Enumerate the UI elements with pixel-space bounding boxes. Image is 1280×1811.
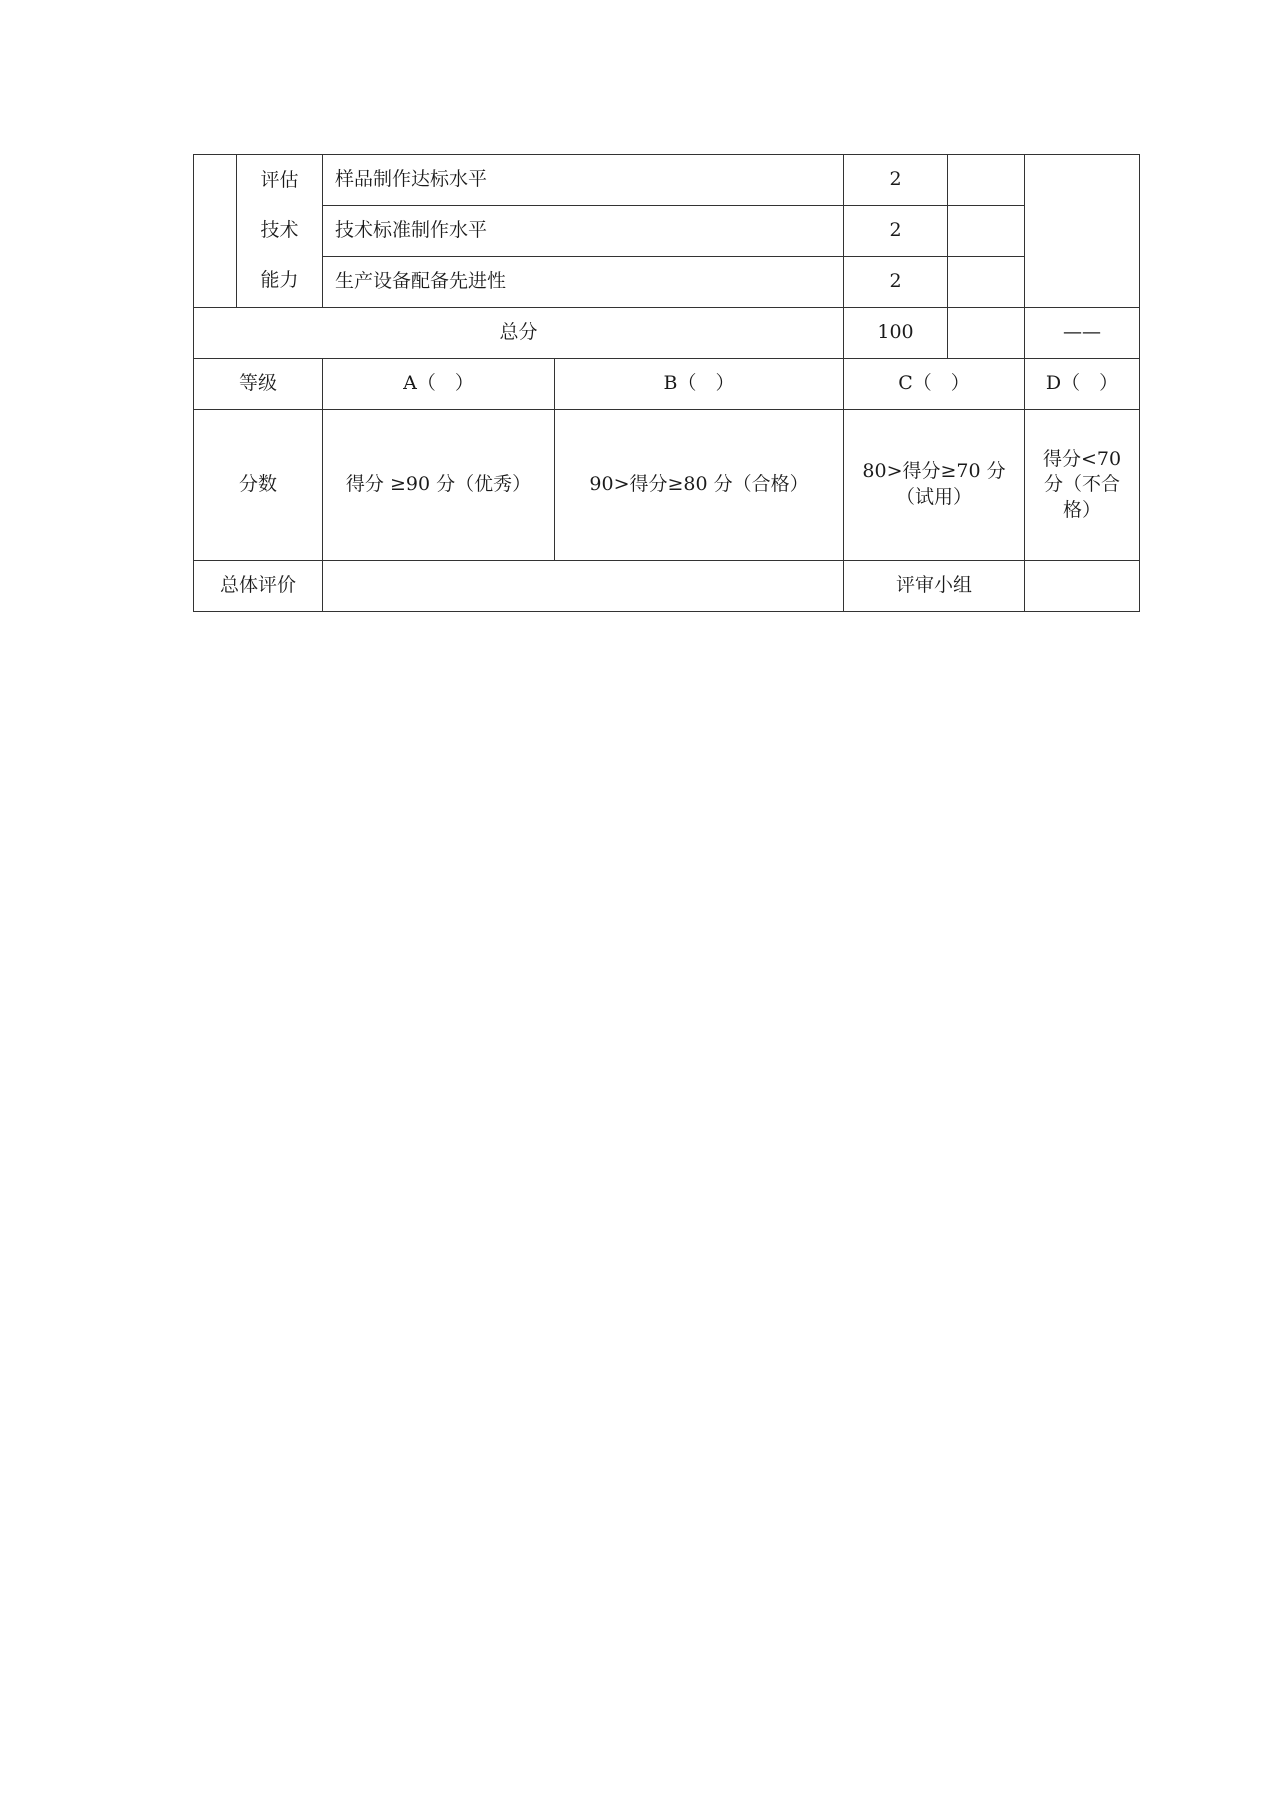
review-panel-label: 评审小组 — [844, 561, 1025, 612]
item-row — [194, 155, 1140, 206]
category-line-3: 能力 — [260, 269, 299, 292]
grade-row — [194, 359, 1140, 410]
grade-b: B（ ） — [555, 359, 844, 410]
remark-cell — [1025, 155, 1140, 308]
score-range-label: 分数 — [194, 410, 323, 561]
category-cell — [237, 155, 323, 308]
item-name: 生产设备配备先进性 — [323, 257, 844, 308]
item-actual-score — [948, 206, 1025, 257]
grade-a: A（ ） — [323, 359, 555, 410]
score-range-d-line-1: 得分<70 — [1042, 447, 1122, 470]
score-range-d-line-2: 分（不合 — [1044, 473, 1121, 496]
review-panel-value — [1025, 561, 1140, 612]
overall-value — [323, 561, 844, 612]
total-label: 总分 — [194, 308, 844, 359]
item-score: 2 — [844, 155, 948, 206]
category-line-2: 技术 — [260, 219, 299, 242]
score-range-row — [194, 410, 1140, 561]
score-range-d — [1025, 410, 1140, 561]
item-name: 技术标准制作水平 — [323, 206, 844, 257]
category-line-1: 评估 — [260, 169, 299, 192]
score-range-c — [844, 410, 1025, 561]
total-remark: —— — [1025, 308, 1140, 359]
total-score: 100 — [844, 308, 948, 359]
total-actual-score — [948, 308, 1025, 359]
blank-cell — [194, 155, 237, 308]
item-row — [194, 206, 1140, 257]
item-name: 样品制作达标水平 — [323, 155, 844, 206]
score-range-d-line-3: 格） — [1063, 498, 1102, 521]
item-score: 2 — [844, 206, 948, 257]
evaluation-table — [193, 154, 1140, 612]
overall-label: 总体评价 — [194, 561, 323, 612]
score-range-a: 得分 ≥90 分（优秀） — [323, 410, 555, 561]
grade-d: D（ ） — [1025, 359, 1140, 410]
item-actual-score — [948, 257, 1025, 308]
score-range-c-line-1: 80>得分≥70 分 — [862, 460, 1006, 483]
grade-label: 等级 — [194, 359, 323, 410]
item-row — [194, 257, 1140, 308]
item-score: 2 — [844, 257, 948, 308]
total-row — [194, 308, 1140, 359]
score-range-c-line-2: （试用） — [896, 486, 973, 508]
grade-c: C（ ） — [844, 359, 1025, 410]
score-range-b: 90>得分≥80 分（合格） — [555, 410, 844, 561]
overall-row — [194, 561, 1140, 612]
item-actual-score — [948, 155, 1025, 206]
